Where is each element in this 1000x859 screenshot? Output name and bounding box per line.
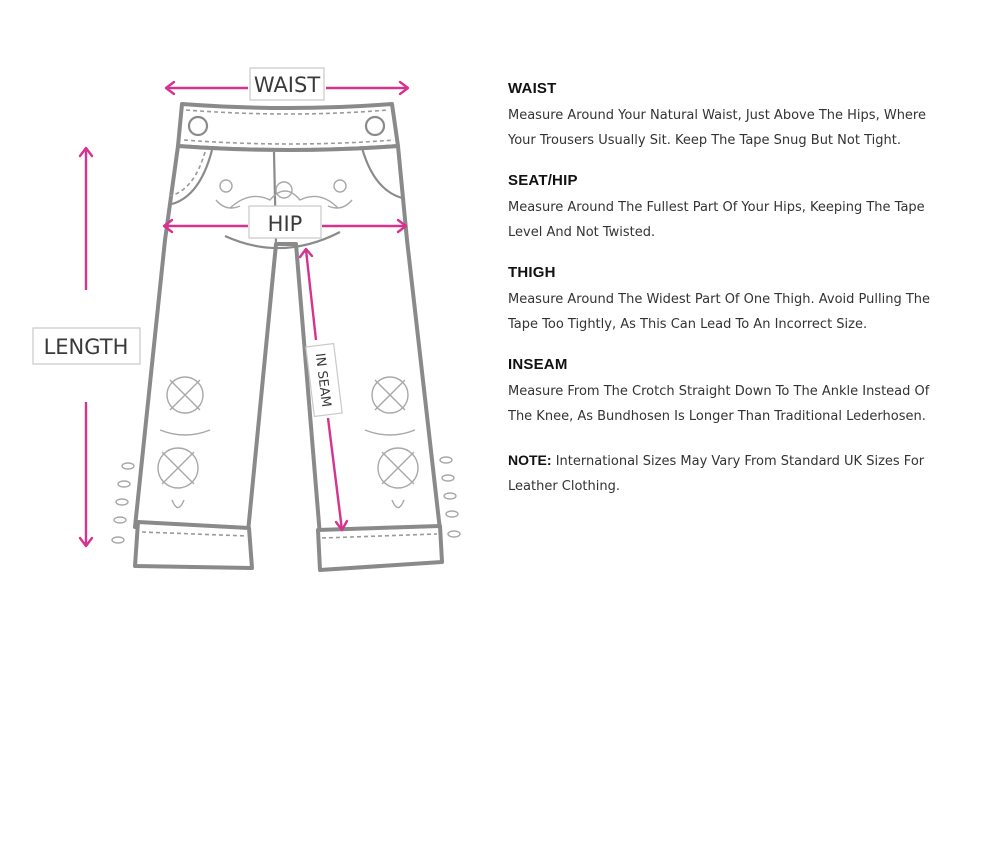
section-title: WAIST [508,80,557,97]
thigh-section [508,264,948,337]
section-text: Measure Around The Widest Part Of One Thigh. Avoid Pulling The Tape Too Tightly, As This Can Lead To An Incorrect Size. [508,292,931,332]
trousers-illustration [135,104,442,570]
trouser-measurement-diagram [0,0,480,600]
note-text: International Sizes May Vary From Standard UK Sizes For Leather Clothing. [508,454,925,494]
inseam-section [508,356,948,429]
section-title: SEAT/HIP [508,172,578,189]
hip-label-text: HIP [267,212,303,236]
section-text: Measure Around The Fullest Part Of Your Hips, Keeping The Tape Level And Not Twisted. [508,200,925,240]
inseam-label-text: IN SEAM [311,352,334,409]
hip-label [249,206,321,238]
section-title: INSEAM [508,356,568,373]
left-side-laces [112,463,134,543]
section-text: Measure Around Your Natural Waist, Just Above The Hips, Where Your Trousers Usually Sit. Keep The Tape Snug But Not Tight. [508,108,926,148]
length-label [33,328,140,364]
length-label-text: LENGTH [43,335,129,359]
waist-section [508,80,948,153]
seat-hip-section [508,172,948,245]
measurement-guide [508,80,948,499]
waist-label-text: WAIST [253,73,321,97]
waist-label [250,68,324,100]
section-text: Measure From The Crotch Straight Down To The Ankle Instead Of The Knee, As Bundhosen Is Longer Than Traditional Lederhosen. [508,384,930,424]
note-label: NOTE: [508,452,552,468]
right-side-laces [440,457,460,537]
section-title: THIGH [508,264,556,281]
size-note [508,448,948,499]
